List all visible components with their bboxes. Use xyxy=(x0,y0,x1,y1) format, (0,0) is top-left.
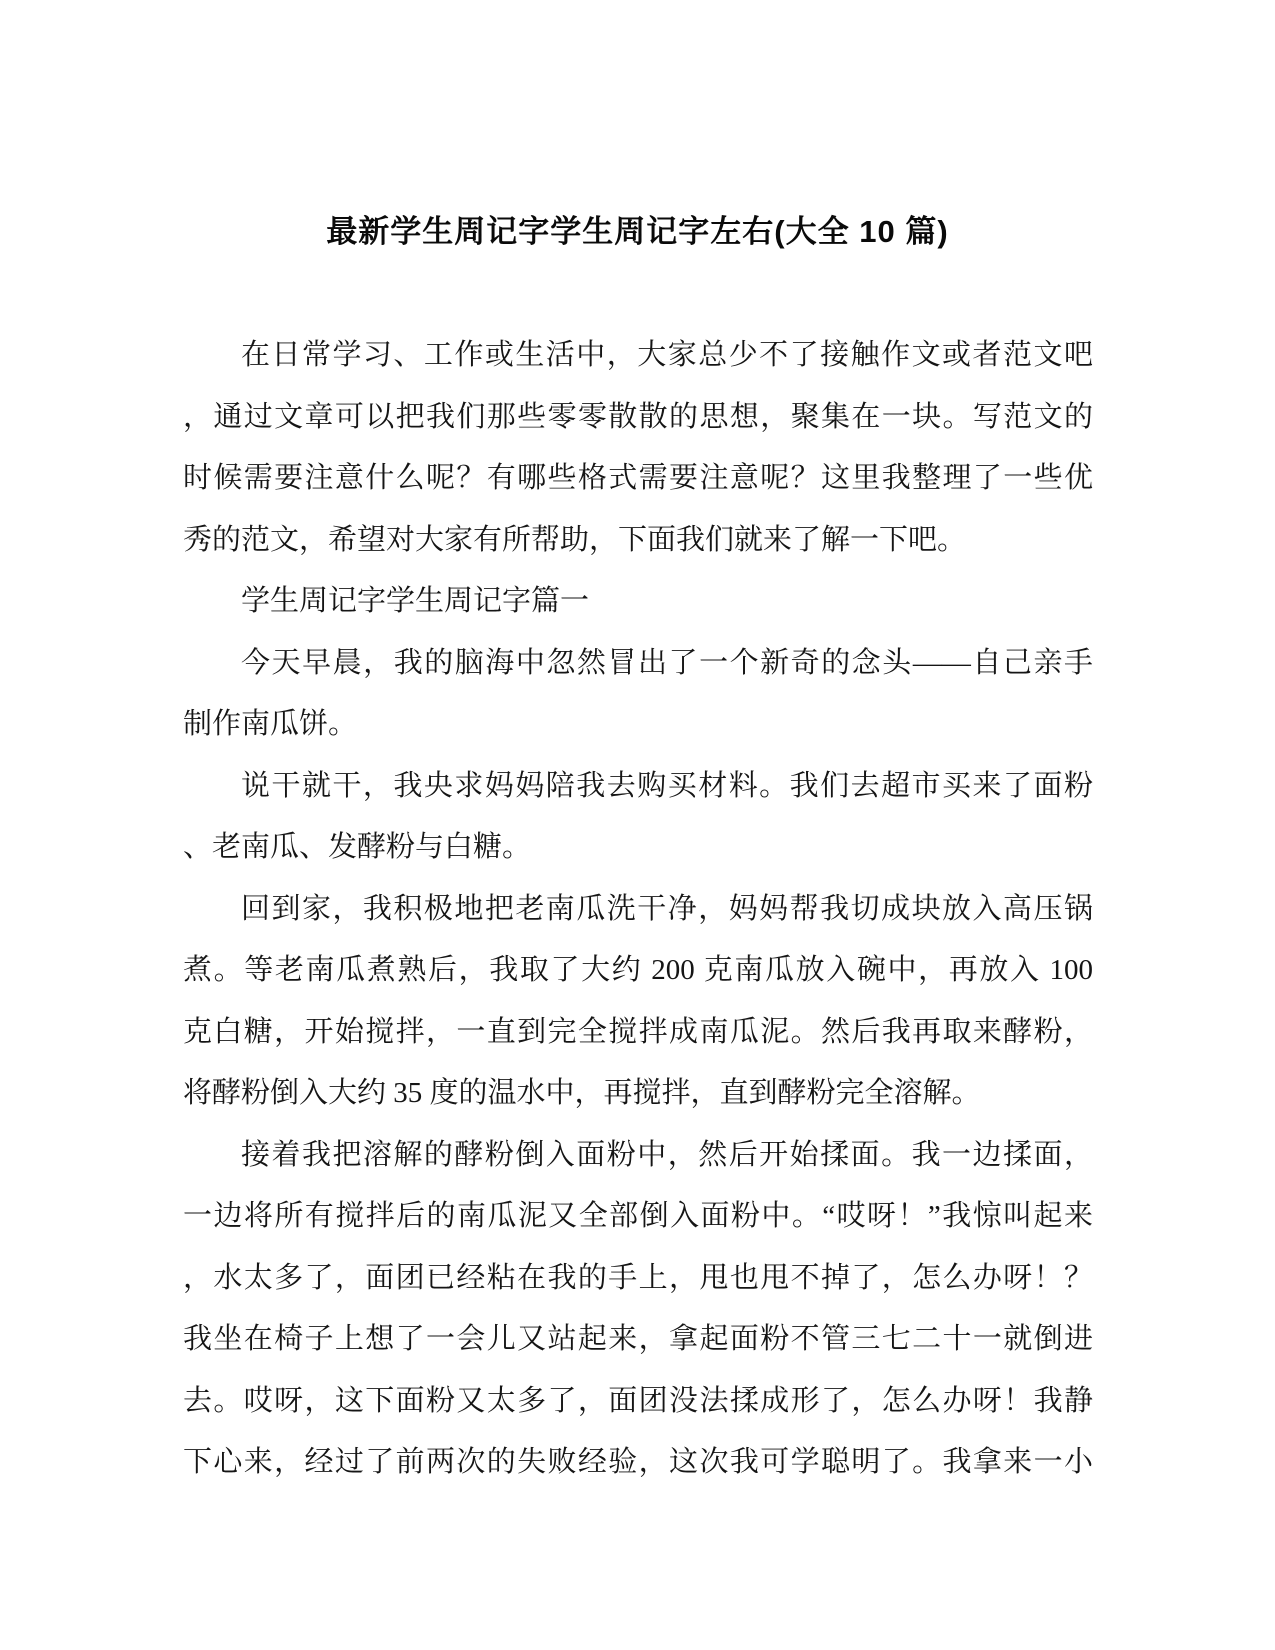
text-line: 在日常学习、工作或生活中，大家总少不了接触作文或者范文吧 xyxy=(241,339,1093,371)
text-line: 将酵粉倒入大约 35 度的温水中，再搅拌，直到酵粉完全溶解。 xyxy=(183,1077,981,1109)
text-line: 制作南瓜饼。 xyxy=(183,708,358,740)
text-line: 煮。等老南瓜煮熟后，我取了大约 200 克南瓜放入碗中，再放入 100 xyxy=(183,954,1093,986)
text-line: 秀的范文，希望对大家有所帮助，下面我们就来了解一下吧。 xyxy=(183,523,967,556)
text-line: 我坐在椅子上想了一会儿又站起来，拿起面粉不管三七二十一就倒进 xyxy=(183,1323,1093,1355)
document-title: 最新学生周记字学生周记字左右(大全 10 篇) xyxy=(326,214,949,249)
text-line: ，通过文章可以把我们那些零零散散的思想，聚集在一块。写范文的 xyxy=(183,400,1093,433)
text-line: 说干就干，我央求妈妈陪我去购买材料。我们去超市买来了面粉 xyxy=(241,769,1093,802)
text-line: 今天早晨，我的脑海中忽然冒出了一个新奇的念头——自己亲手 xyxy=(241,646,1093,679)
text-line: 、老南瓜、发酵粉与白糖。 xyxy=(183,831,532,863)
text-line: ，水太多了，面团已经粘在我的手上，甩也甩不掉了，怎么办呀！？ xyxy=(183,1261,1093,1294)
text-line: 学生周记字学生周记字篇一 xyxy=(241,585,590,617)
text-line: 一边将所有搅拌后的南瓜泥又全部倒入面粉中。“哎呀！”我惊叫起来 xyxy=(183,1200,1093,1232)
text-line: 回到家，我积极地把老南瓜洗干净，妈妈帮我切成块放入高压锅 xyxy=(241,892,1093,925)
text-line: 接着我把溶解的酵粉倒入面粉中，然后开始揉面。我一边揉面， xyxy=(241,1138,1093,1171)
text-line: 时候需要注意什么呢？有哪些格式需要注意呢？这里我整理了一些优 xyxy=(183,462,1093,494)
text-line: 克白糖，开始搅拌，一直到完全搅拌成南瓜泥。然后我再取来酵粉， xyxy=(183,1015,1093,1048)
document-body xyxy=(183,325,1093,1494)
text-line: 去。哎呀，这下面粉又太多了，面团没法揉成形了，怎么办呀！我静 xyxy=(183,1384,1093,1417)
text-line: 下心来，经过了前两次的失败经验，这次我可学聪明了。我拿来一小 xyxy=(183,1446,1093,1478)
